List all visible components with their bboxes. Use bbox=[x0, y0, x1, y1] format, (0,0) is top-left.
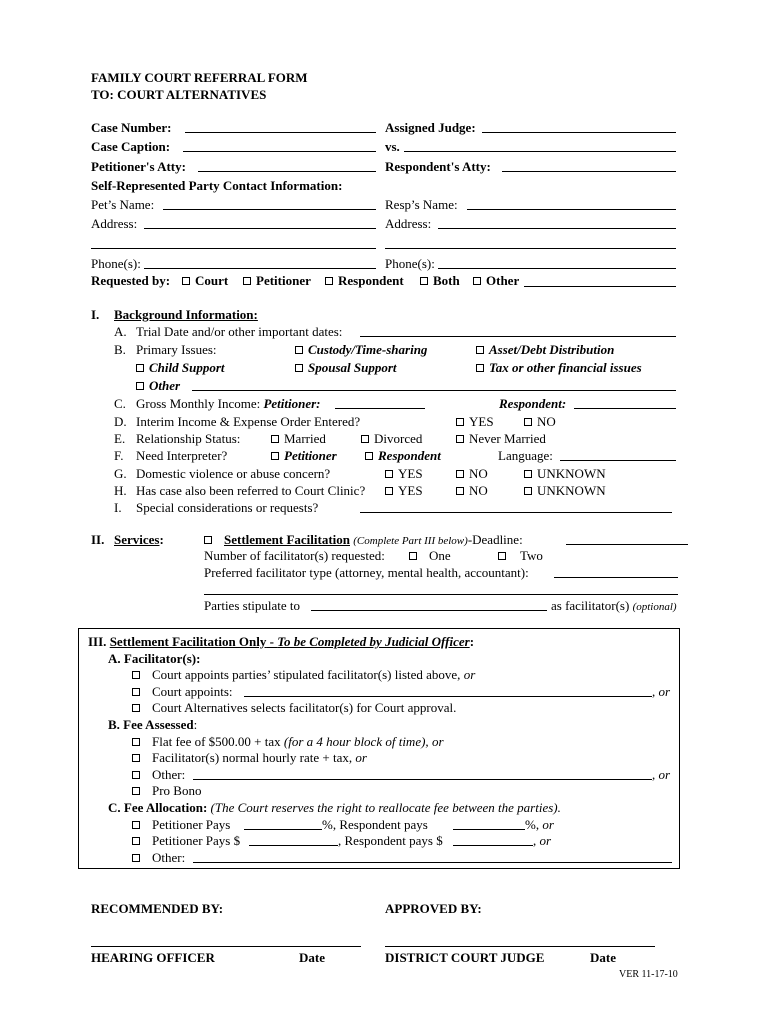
item-a-letter: A. bbox=[114, 324, 127, 339]
other-issue-field[interactable] bbox=[192, 390, 676, 391]
income-petitioner-label: Petitioner: bbox=[263, 396, 321, 411]
case-caption-field[interactable] bbox=[183, 151, 376, 152]
spousal-support-checkbox[interactable]: Spousal Support bbox=[295, 360, 397, 376]
interpreter-respondent-checkbox[interactable]: Respondent bbox=[365, 448, 441, 464]
resp-name-label: Resp’s Name: bbox=[385, 197, 458, 212]
requested-petitioner-checkbox[interactable]: Petitioner bbox=[243, 273, 311, 289]
court-appoints-checkbox[interactable]: Court appoints: bbox=[132, 684, 233, 700]
clinic-label: Has case also been referred to Court Clinic? bbox=[136, 483, 366, 498]
checkbox-icon bbox=[456, 487, 464, 495]
facilitator-count-label: Number of facilitator(s) requested: bbox=[204, 548, 385, 563]
petitioner-atty-field[interactable] bbox=[198, 171, 376, 172]
checkbox-icon bbox=[456, 418, 464, 426]
checkbox-icon bbox=[132, 787, 140, 795]
checkbox-icon bbox=[132, 688, 140, 696]
item-h-letter: H. bbox=[114, 483, 127, 498]
checkbox-icon bbox=[132, 771, 140, 779]
requested-both-checkbox[interactable]: Both bbox=[420, 273, 460, 289]
form-title: FAMILY COURT REFERRAL FORM bbox=[91, 70, 308, 85]
resp-phone-label: Phone(s): bbox=[385, 256, 435, 271]
case-caption-label: Case Caption: bbox=[91, 139, 171, 154]
settlement-facilitation-checkbox[interactable]: Settlement Facilitation (Complete Part III below)-Deadline: bbox=[204, 532, 523, 549]
respondent-dollar-label: , Respondent pays $ bbox=[338, 833, 443, 848]
checkbox-icon bbox=[132, 704, 140, 712]
requested-other-checkbox[interactable]: Other bbox=[473, 273, 519, 289]
checkbox-icon bbox=[136, 382, 144, 390]
pet-name-label: Pet’s Name: bbox=[91, 197, 155, 212]
preferred-type-field[interactable] bbox=[554, 577, 678, 578]
trial-date-field[interactable] bbox=[360, 336, 676, 337]
court-appoints-field[interactable] bbox=[244, 696, 652, 697]
petitioner-atty-label: Petitioner's Atty: bbox=[91, 159, 186, 174]
requested-respondent-checkbox[interactable]: Respondent bbox=[325, 273, 404, 289]
stipulate-field[interactable] bbox=[311, 610, 547, 611]
requested-other-field[interactable] bbox=[524, 286, 676, 287]
checkbox-icon bbox=[243, 277, 251, 285]
fee-other-field[interactable] bbox=[193, 779, 652, 780]
court-appoints-or: , or bbox=[652, 684, 671, 699]
hearing-officer-signature-line[interactable] bbox=[91, 946, 361, 947]
pet-name-field[interactable] bbox=[163, 209, 376, 210]
fee-other-checkbox[interactable]: Other: bbox=[132, 767, 185, 783]
interim-yes-checkbox[interactable]: YES bbox=[456, 414, 494, 430]
other-issue-checkbox[interactable]: Other bbox=[136, 378, 180, 394]
respondent-percent-field[interactable] bbox=[453, 829, 525, 830]
dv-no-checkbox[interactable]: NO bbox=[456, 466, 488, 482]
child-support-checkbox[interactable]: Child Support bbox=[136, 360, 225, 376]
pet-address-line2[interactable] bbox=[91, 248, 376, 249]
dv-unknown-checkbox[interactable]: UNKNOWN bbox=[524, 466, 606, 482]
checkbox-icon bbox=[476, 364, 484, 372]
checkbox-icon bbox=[361, 435, 369, 443]
income-respondent-label: Respondent: bbox=[499, 396, 567, 411]
dollar-or: , or bbox=[533, 833, 552, 848]
judge-label: DISTRICT COURT JUDGE bbox=[385, 950, 545, 965]
fee-other-or: , or bbox=[652, 767, 671, 782]
hearing-officer-label: HEARING OFFICER bbox=[91, 950, 215, 965]
respondent-percent-label: %, Respondent pays bbox=[322, 817, 428, 832]
resp-phone-field[interactable] bbox=[438, 268, 676, 269]
percent-or: %, or bbox=[525, 817, 554, 832]
checkbox-icon bbox=[456, 435, 464, 443]
trial-date-label: Trial Date and/or other important dates: bbox=[136, 324, 343, 339]
flat-fee-checkbox[interactable]: Flat fee of $500.00 + tax (for a 4 hour block of time), or bbox=[132, 734, 444, 750]
section-1-number: I. bbox=[91, 307, 100, 322]
checkbox-icon bbox=[524, 470, 532, 478]
respondent-atty-field[interactable] bbox=[502, 171, 676, 172]
asset-checkbox[interactable]: Asset/Debt Distribution bbox=[476, 342, 614, 358]
income-label: Gross Monthly Income: Petitioner: bbox=[136, 396, 321, 411]
resp-name-field[interactable] bbox=[467, 209, 676, 210]
item-i-letter: I. bbox=[114, 500, 122, 515]
preferred-type-line2[interactable] bbox=[204, 594, 678, 595]
checkbox-icon bbox=[182, 277, 190, 285]
relationship-label: Relationship Status: bbox=[136, 431, 241, 446]
checkbox-icon bbox=[132, 854, 140, 862]
checkbox-icon bbox=[132, 738, 140, 746]
resp-address-label: Address: bbox=[385, 216, 432, 231]
approved-by-label: APPROVED BY: bbox=[385, 901, 482, 916]
interpreter-petitioner-checkbox[interactable]: Petitioner bbox=[271, 448, 337, 464]
two-facilitator-checkbox[interactable]: Two bbox=[498, 548, 543, 564]
checkbox-icon bbox=[325, 277, 333, 285]
judge-date-label: Date bbox=[590, 950, 616, 965]
income-petitioner-field[interactable] bbox=[335, 408, 425, 409]
section-1-title: Background Information: bbox=[114, 307, 258, 322]
checkbox-icon bbox=[204, 536, 212, 544]
petitioner-dollar-field[interactable] bbox=[249, 845, 338, 846]
recommended-by-label: RECOMMENDED BY: bbox=[91, 901, 224, 916]
item-b-letter: B. bbox=[114, 342, 126, 357]
checkbox-icon bbox=[420, 277, 428, 285]
one-facilitator-checkbox[interactable]: One bbox=[409, 548, 451, 564]
special-considerations-field[interactable] bbox=[360, 512, 672, 513]
facilitators-heading: A. Facilitator(s): bbox=[108, 651, 201, 666]
dv-yes-checkbox[interactable]: YES bbox=[385, 466, 423, 482]
checkbox-icon bbox=[365, 452, 373, 460]
interim-order-label: Interim Income & Expense Order Entered? bbox=[136, 414, 361, 429]
section-2-title: Services: bbox=[114, 532, 164, 547]
custody-checkbox[interactable]: Custody/Time-sharing bbox=[295, 342, 427, 358]
item-f-letter: F. bbox=[114, 448, 124, 463]
language-field[interactable] bbox=[560, 460, 676, 461]
pet-phone-label: Phone(s): bbox=[91, 256, 141, 271]
resp-address-line2[interactable] bbox=[385, 248, 676, 249]
checkbox-icon bbox=[473, 277, 481, 285]
divorced-checkbox[interactable]: Divorced bbox=[361, 431, 422, 447]
clinic-yes-checkbox[interactable]: YES bbox=[385, 483, 423, 499]
version-label: VER 11-17-10 bbox=[619, 969, 678, 980]
case-caption-respondent-field[interactable] bbox=[404, 151, 676, 152]
checkbox-icon bbox=[524, 487, 532, 495]
interpreter-label: Need Interpreter? bbox=[136, 448, 228, 463]
section-3-heading: III. Settlement Facilitation Only - To be Completed by Judicial Officer: bbox=[88, 634, 475, 649]
clinic-unknown-checkbox[interactable]: UNKNOWN bbox=[524, 483, 606, 499]
tax-checkbox[interactable]: Tax or other financial issues bbox=[476, 360, 642, 376]
percent-split-checkbox[interactable]: Petitioner Pays bbox=[132, 817, 230, 833]
requested-by-label: Requested by: bbox=[91, 273, 171, 288]
respondent-atty-label: Respondent's Atty: bbox=[385, 159, 491, 174]
assigned-judge-field[interactable] bbox=[482, 132, 676, 133]
item-g-letter: G. bbox=[114, 466, 127, 481]
checkbox-icon bbox=[295, 346, 303, 354]
petitioner-percent-field[interactable] bbox=[244, 829, 322, 830]
fee-assessed-heading: B. Fee Assessed: bbox=[108, 717, 198, 732]
checkbox-icon bbox=[295, 364, 303, 372]
allocation-other-field[interactable] bbox=[193, 862, 672, 863]
court-alternatives-checkbox[interactable]: Court Alternatives selects facilitator(s) for Court approval. bbox=[132, 700, 456, 716]
pet-phone-field[interactable] bbox=[144, 268, 376, 269]
assigned-judge-label: Assigned Judge: bbox=[385, 120, 476, 135]
pro-bono-checkbox[interactable]: Pro Bono bbox=[132, 783, 201, 799]
item-e-letter: E. bbox=[114, 431, 126, 446]
pet-address-label: Address: bbox=[91, 216, 138, 231]
dv-concern-label: Domestic violence or abuse concern? bbox=[136, 466, 331, 481]
checkbox-icon bbox=[271, 435, 279, 443]
pet-address-field[interactable] bbox=[144, 228, 376, 229]
special-considerations-label: Special considerations or requests? bbox=[136, 500, 319, 515]
requested-court-checkbox[interactable]: Court bbox=[182, 273, 228, 289]
form-recipient: TO: COURT ALTERNATIVES bbox=[91, 87, 267, 102]
checkbox-icon bbox=[524, 418, 532, 426]
stipulate-label: Parties stipulate to bbox=[204, 598, 301, 613]
section-2-number: II. bbox=[91, 532, 105, 547]
case-number-label: Case Number: bbox=[91, 120, 172, 135]
checkbox-icon bbox=[132, 671, 140, 679]
preferred-type-label: Preferred facilitator type (attorney, mental health, accountant): bbox=[204, 565, 529, 580]
judge-signature-line[interactable] bbox=[385, 946, 655, 947]
checkbox-icon bbox=[456, 470, 464, 478]
hearing-officer-date-label: Date bbox=[299, 950, 325, 965]
hourly-rate-checkbox[interactable]: Facilitator(s) normal hourly rate + tax, or bbox=[132, 750, 367, 766]
respondent-dollar-field[interactable] bbox=[453, 845, 533, 846]
checkbox-icon bbox=[385, 470, 393, 478]
checkbox-icon bbox=[385, 487, 393, 495]
fee-allocation-heading: C. Fee Allocation: (The Court reserves the right to reallocate fee between the parties). bbox=[108, 800, 561, 815]
checkbox-icon bbox=[132, 837, 140, 845]
checkbox-icon bbox=[498, 552, 506, 560]
clinic-no-checkbox[interactable]: NO bbox=[456, 483, 488, 499]
dollar-split-checkbox[interactable]: Petitioner Pays $ bbox=[132, 833, 240, 849]
primary-issues-label: Primary Issues: bbox=[136, 342, 217, 357]
married-checkbox[interactable]: Married bbox=[271, 431, 326, 447]
income-respondent-field[interactable] bbox=[574, 408, 676, 409]
as-facilitator-label: as facilitator(s) (optional) bbox=[551, 598, 677, 613]
resp-address-field[interactable] bbox=[438, 228, 676, 229]
interim-no-checkbox[interactable]: NO bbox=[524, 414, 556, 430]
checkbox-icon bbox=[409, 552, 417, 560]
language-label: Language: bbox=[498, 448, 553, 463]
checkbox-icon bbox=[476, 346, 484, 354]
item-c-letter: C. bbox=[114, 396, 126, 411]
item-d-letter: D. bbox=[114, 414, 127, 429]
self-rep-heading: Self-Represented Party Contact Information: bbox=[91, 178, 343, 193]
case-number-field[interactable] bbox=[185, 132, 376, 133]
deadline-field[interactable] bbox=[566, 544, 688, 545]
checkbox-icon bbox=[136, 364, 144, 372]
never-married-checkbox[interactable]: Never Married bbox=[456, 431, 546, 447]
stipulated-facilitator-checkbox[interactable]: Court appoints parties’ stipulated facilitator(s) listed above, or bbox=[132, 667, 475, 683]
allocation-other-checkbox[interactable]: Other: bbox=[132, 850, 185, 866]
checkbox-icon bbox=[271, 452, 279, 460]
vs-label: vs. bbox=[385, 139, 400, 154]
checkbox-icon bbox=[132, 821, 140, 829]
checkbox-icon bbox=[132, 754, 140, 762]
